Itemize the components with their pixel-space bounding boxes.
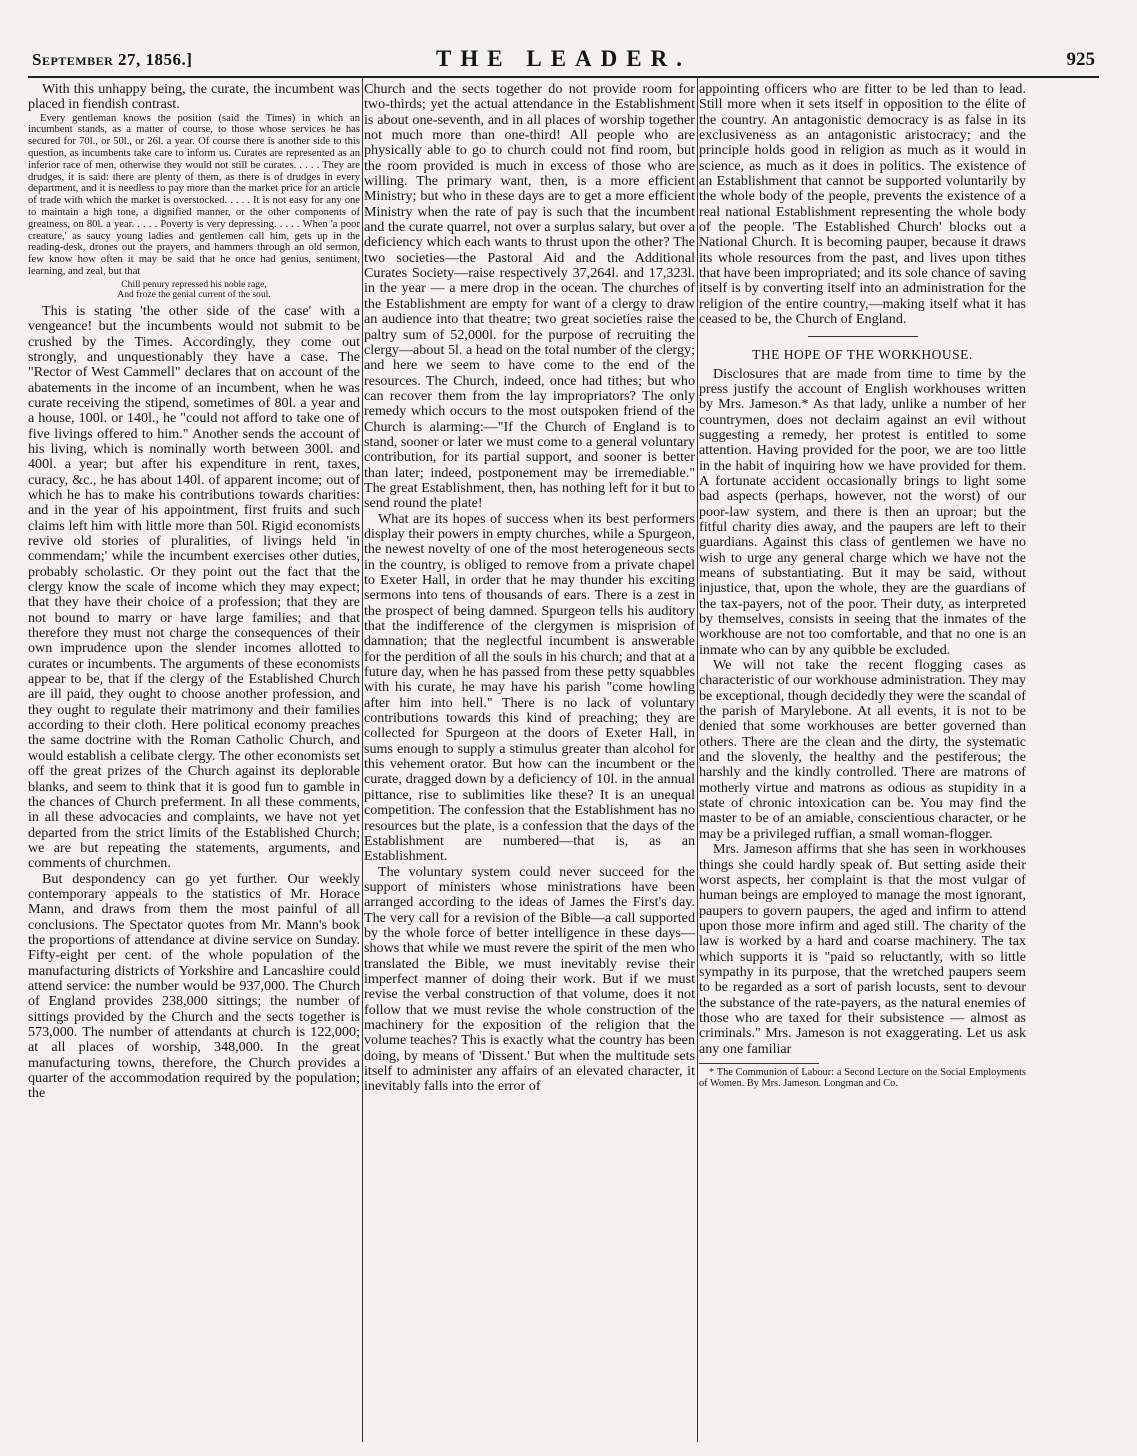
header-rule bbox=[28, 76, 1099, 78]
page-number: 925 bbox=[1066, 49, 1095, 70]
paragraph: But despondency can go yet further. Our weekly contemporary appeals to the statistics of Mr. Horace Mann, and draws from them the most painful of all conclusions. The Spectator quotes from Mr. Mann's book the proportions of attendance at divine service on Sunday. Fifty-eight per cent. of the whole population of the manufacturing districts of Yorkshire and Lancashire could attend service: the number would be 937,000. The Church of England provides 238,000 sittings; the number of sittings provided by the Church and the sects together is 573,000. The number of attendants at church is 122,000; at all places of worship, 348,000. In the great manufacturing towns, therefore, the Church provides a quarter of the accommodation required by the population; the bbox=[28, 870, 360, 1102]
paragraph: The voluntary system could never succeed for the support of ministers whose ministrations have been arranged according to the ideas of James the First's day. The very call for a revision of the Bible—a call supported by the whole force of better intelligence in these days—shows that while we must revere the spirit of the men who translated the Bible, we must inevitably revise their imperfect manner of doing their work. But if we must revise the verbal construction of that volume, does it not follow that we must revise the whole construction of the machinery for the exposition of the religion that the volume teaches? This is exactly what the country has been doing, by means of 'Dissent.' But when the multitude sets itself to administer any affairs of an elevated character, it inevitably falls into the error of bbox=[364, 863, 695, 1095]
verse-line: Chill penury repressed his noble rage, bbox=[121, 278, 267, 290]
column-1 bbox=[28, 82, 360, 1442]
column-3 bbox=[699, 82, 1026, 1442]
page-header bbox=[28, 44, 1099, 74]
column-2 bbox=[364, 82, 695, 1442]
section-separator bbox=[808, 336, 918, 337]
verse-quote bbox=[28, 280, 360, 301]
paragraph: Church and the sects together do not provide room for two-thirds; yet the actual attendance in the Establishment is about one-seventh, and in all places of worship together not much more than one-third! All people who are physically able to go to church could not find room, but the room provided is much in excess of those who are willing. The primary want, then, is a more efficient Ministry; but who in these days are to get a more efficient Ministry when the rate of pay is such that the incumbent and the curate quarrel, not over a surplus salary, but over a deficiency which each wants to thrust upon the other? The two societies—the Pastoral Aid and the Additional Curates Society—raise respectively 37,264l. and 17,323l. in the year — a mere drop in the ocean. The churches of the Establishment are empty for want of a clergy to draw an audience into that theatre; two great societies raise the paltry sum of 52,000l. for the purpose of recruiting the clergy—about 5l. a head on the total number of the clergy; and here we seem to have come to the end of the resources. The Church, indeed, once had tithes; but who can recover them from the lay impropriators? The only remedy which occurs to the most outspoken friend of the Church is alarming:—"If the Church of England is to stand, sooner or later we must come to a general voluntary contribution, for its partial support, and sooner is better than later; indeed, postponement may be irremediable." The great Establishment, then, has nothing left for it but to send round the plate! bbox=[364, 82, 695, 512]
verse-line: And froze the genial current of the soul. bbox=[117, 289, 271, 301]
footnote-rule bbox=[699, 1063, 819, 1064]
column-rule bbox=[697, 76, 698, 1442]
column-rule bbox=[362, 76, 363, 1442]
paragraph: What are its hopes of success when its best performers display their powers in empty churches, while a Spurgeon, the newest novelty of one of the most heterogeneous sects in the country, is obliged to remove from a private chapel to Exeter Hall, in order that he may thunder his exciting sermons into tens of thousands of ears. There is a zest in the prospect of being damned. Spurgeon tells his auditory that the indifference of the clergymen is misprision of damnation; that the neglectful incumbent is answerable for the perdition of all the souls in his church; and that at a future day, when he has passed from these petty squabbles with his curate, he may have his parish "come howling after him into hell." There is no lack of voluntary contributions towards this kind of preaching; they are collected for Spurgeon at the doors of Exeter Hall, in sums enough to supply a stimulus greater than alcohol for this vehement orator. But how can the incumbent or the curate, dragged down by a deficiency of 10l. in the annual pittance, rise to sublimities like these? It is an unequal competition. The confession that the Establishment has no resources but the plate, is a confession that the days of the Establishment are numbered—that is, as an Establishment. bbox=[364, 510, 695, 865]
footnote: * The Communion of Labour: a Second Lecture on the Social Employments of Women. By Mrs. Jameson. Longman and Co. bbox=[699, 1066, 1026, 1090]
paragraph: appointing officers who are fitter to be led than to lead. Still more when it sets itself in opposition to the élite of the country. An antagonistic democracy is as false in its exclusiveness as an antagonistic aristocracy; and the principle holds good in religion as much as it would in science, as much as it does in politics. The existence of an Establishment that cannot be supported voluntarily by the whole body of the people, prevents the existence of a real national Establishment representing the whole body of the people. 'The Established Church' blocks out a National Church. It is becoming pauper, because it draws its whole resources from the past, and lives upon tithes that have been impropriated; and its sole chance of saving itself is by converting itself into an administration for the religion of the entire country,—making itself what it has ceased to be, the Church of England. bbox=[699, 82, 1026, 328]
issue-date: September 27, 1856.] bbox=[32, 50, 193, 69]
paragraph: This is stating 'the other side of the case' with a vengeance! but the incumbents would not submit to be crushed by the Times. Accordingly, they come out strongly, and unquestionably they have a case. The "Rector of West Cammell" declares that on account of the abatements in the income of an incumbent, when he was curate receiving the stipend, sometimes of 80l. a year and a house, 100l. or 140l., he "could not afford to take one of five livings offered to him." Another sends the account of his living, which is nominally worth between 300l. and 400l. a year; but after his expenditure in rent, taxes, curacy, &c., he has about 140l. of apparent income; out of which he has to make his contributions towards charities: and in the year of his appointment, first fruits and such claims left him with little more than 50l. Rigid economists revive old stories of pluralities, of livings held 'in commendam;' while the incumbent exercises other duties, probably scholastic. Or they point out the fact that the clergy know the scale of income which they may expect; that they have their choice of a profession; that they are not bound to marry or have large families; and that therefore they must not charge the consequences of their own imprudence upon the slender incomes allotted to curates or incumbents. The arguments of these economists appear to be, that if the clergy of the Established Church are ill paid, they ought to choose another profession, and they ought to regulate their matrimony and their families according to their cloth. Here political economy preaches the same doctrine with the Roman Catholic Church, and would establish a celibate clergy. The other economists set off the great prizes of the Church against its deplorable blanks, and seem to think that it is good fun to gamble in the chances of Church preferment. In all these comments, in all these advocacies and complaints, we have not yet departed from the strict limits of the Established Church; we are but repeating the statements, arguments, and comments of churchmen. bbox=[28, 302, 360, 872]
paragraph: We will not take the recent flogging cases as characteristic of our workhouse administration. They may be exceptional, though decidedly they were the scandal of the parish of Marylebone. At all events, it is not to be denied that some workhouses are better governed than others. There are the clean and the dirty, the systematic and the slovenly, the healthy and the pestiferous; the harshly and the kindly controlled. There are matrons of motherly virtue and matrons as odious as stupidity in a state of chronic intoxication can be. You may find the master to be of an amiable, conscientious character, or he may be a privileged ruffian, a small woman-flogger. bbox=[699, 657, 1026, 842]
article-heading: THE HOPE OF THE WORKHOUSE. bbox=[752, 346, 973, 362]
paragraph: Disclosures that are made from time to time by the press justify the account of English workhouses written by Mrs. Jameson.* As that lady, unlike a number of her countrymen, does not declaim against an evil without suggesting a remedy, her protest is entitled to some attention. Having provided for the poor, we are too little in the habit of inquiring how we have provided for them. A fortunate accident occasionally brings to light some bad aspects (perhaps, however, not the worst) of our poor-law system, and there is then an uproar; but the fitful charity dies away, and the paupers are left to their guardians. Against this class of gentlemen we have no wish to urge any general charge which we have not the means of substantiating. But it may be said, without injustice, that, upon the whole, they are the guardians of the tax-payers, not of the poor. Their duty, as interpreted by themselves, consists in seeing that the inmates of the workhouse are not too comfortable, and that no one is an inmate who can by any quibble be excluded. bbox=[699, 365, 1026, 658]
paragraph: With this unhappy being, the curate, the incumbent was placed in fiendish contrast. bbox=[28, 82, 360, 113]
block-quote: Every gentleman knows the position (said the Times) in which an incumbent stands, as a matter of course, to those whose services he has secured for 70l., or 50l., or 26l. a year. Of course there is another side to this question, as incumbents take care to inform us. Curates are represented as an inferior race of men, otherwise they would not still be curates. . . . . They are drudges, it is said: there are plenty of them, as there is of drudges in every department, and it is needless to pay more than the market price for an article of trade with which the market is overstocked. . . . . It is not easy for any one to maintain a high tone, a dignified manner, or the other components of greatness, on 80l. a year. . . . . Poverty is very depressing. . . . . When 'a poor creature,' as saucy young ladies and gentlemen call him, gets up in the reading-desk, drones out the prayers, and hammers through an old sermon, few know how often it may be said that he once had genius, sentiment, learning, and zeal, but that bbox=[28, 112, 360, 278]
masthead-title: THE LEADER. bbox=[436, 46, 691, 71]
paragraph: Mrs. Jameson affirms that she has seen in workhouses things she could hardly speak of. But setting aside their worst aspects, her complaint is that the most vulgar of human beings are employed to manage the most ignorant, paupers to govern paupers, the aged and infirm to attend upon those more infirm and aged still. The charity of the law is worked by a hard and coarse machinery. The tax which supports it is "paid so reluctantly, with so little sympathy in its purpose, that the wretched paupers seem to be regarded as a sort of parish locusts, sent to devour the substance of the rate-payers, as the natural enemies of those who are taxed for their subsistence — almost as criminals." Mrs. Jameson is not exaggerating. Let us ask any one familiar bbox=[699, 841, 1026, 1057]
